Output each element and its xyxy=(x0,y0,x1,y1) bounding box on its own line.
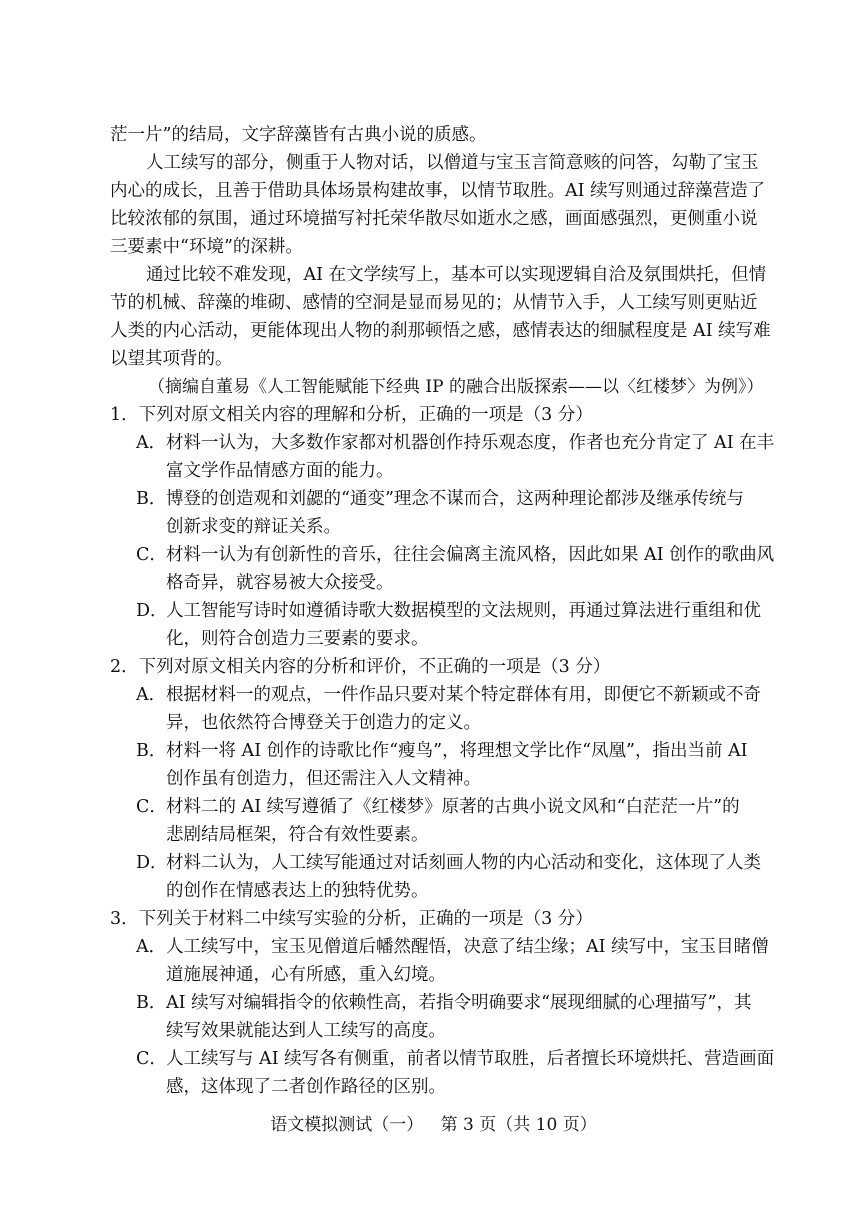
option-text: 材料一认为有创新性的音乐，往往会偏离主流风格，因此如果 AI 创作的歌曲风 xyxy=(166,545,775,565)
option-text-cont: 富文学作品情感方面的能力。 xyxy=(166,461,394,481)
option-text-cont: 创新求变的辩证关系。 xyxy=(166,517,341,537)
option-b[interactable] xyxy=(136,488,744,510)
exam-title: 语文模拟测试（一） xyxy=(270,1115,424,1135)
option-b[interactable] xyxy=(136,740,748,762)
option-text: AI 续写对编辑指令的依赖性高，若指令明确要求“展现细腻的心理描写”，其 xyxy=(166,993,752,1013)
option-letter: B． xyxy=(136,741,167,761)
option-text: 人工智能写诗时如遵循诗歌大数据模型的文法规则，再通过算法进行重组和优 xyxy=(166,601,761,621)
option-text: 材料二的 AI 续写遵循了《红楼梦》原著的古典小说文风和“白茫茫一片”的 xyxy=(166,797,740,817)
option-text-cont: 道施展神通，心有所感，重入幻境。 xyxy=(166,965,446,985)
passage-line: 节的机械、辞藻的堆砌、感情的空洞是显而易见的；从情节入手，人工续写则更贴近 xyxy=(110,293,758,313)
option-a[interactable] xyxy=(136,432,774,454)
option-letter: B． xyxy=(136,993,167,1013)
option-c[interactable] xyxy=(136,796,740,818)
option-text-cont: 悲剧结局框架，符合有效性要素。 xyxy=(166,825,429,845)
page-footer xyxy=(0,1114,867,1136)
question-stem: 3．下列关于材料二中续写实验的分析，正确的一项是（3 分） xyxy=(110,909,593,929)
option-c[interactable] xyxy=(136,544,774,566)
option-letter: C． xyxy=(136,1049,167,1069)
option-letter: D． xyxy=(136,853,168,873)
option-text-cont: 续写效果就能达到人工续写的高度。 xyxy=(166,1021,446,1041)
option-text: 材料一认为，大多数作家都对机器创作持乐观态度，作者也充分肯定了 AI 在丰 xyxy=(166,433,775,453)
option-letter: A． xyxy=(136,433,167,453)
option-d[interactable] xyxy=(136,852,761,874)
option-text: 博登的创造观和刘勰的“通变”理念不谋而合，这两种理论都涉及继承传统与 xyxy=(166,489,744,509)
option-text-cont: 感，这体现了二者创作路径的区别。 xyxy=(166,1077,446,1097)
option-c[interactable] xyxy=(136,1048,774,1070)
passage-line: 人工续写的部分，侧重于人物对话，以僧道与宝玉言简意赅的问答，勾勒了宝玉 xyxy=(146,153,759,173)
option-a[interactable] xyxy=(136,684,761,706)
option-text-cont: 化，则符合创造力三要素的要求。 xyxy=(166,629,429,649)
option-text: 材料一将 AI 创作的诗歌比作“瘦鸟”，将理想文学比作“凤凰”，指出当前 AI xyxy=(166,741,748,761)
passage-line: 三要素中“环境”的深耕。 xyxy=(110,237,303,257)
option-text: 人工续写与 AI 续写各有侧重，前者以情节取胜，后者擅长环境烘托、营造画面 xyxy=(166,1049,775,1069)
option-text-cont: 格奇异，就容易被大众接受。 xyxy=(166,573,394,593)
source-citation: （摘编自董易《人工智能赋能下经典 IP 的融合出版探索——以〈红楼梦〉为例》） xyxy=(148,377,764,397)
option-text: 人工续写中，宝玉见僧道后幡然醒悟，决意了结尘缘；AI 续写中，宝玉目睹僧 xyxy=(166,937,769,957)
page-number: 第 3 页（共 10 页） xyxy=(440,1115,597,1135)
question-stem: 2．下列对原文相关内容的分析和评价，不正确的一项是（3 分） xyxy=(110,657,611,677)
passage-line: 茫一片”的结局，文字辞藻皆有古典小说的质感。 xyxy=(110,125,487,145)
option-text-cont: 的创作在情感表达上的独特优势。 xyxy=(166,881,429,901)
option-b[interactable] xyxy=(136,992,752,1014)
option-letter: A． xyxy=(136,937,167,957)
option-letter: B． xyxy=(136,489,167,509)
passage-line: 比较浓郁的氛围，通过环境描写衬托荣华散尽如逝水之感，画面感强烈，更侧重小说 xyxy=(110,209,758,229)
option-d[interactable] xyxy=(136,600,761,622)
option-text-cont: 异，也依然符合博登关于创造力的定义。 xyxy=(166,713,481,733)
option-a[interactable] xyxy=(136,936,769,958)
option-letter: C． xyxy=(136,545,167,565)
passage-line: 内心的成长，且善于借助具体场景构建故事，以情节取胜。AI 续写则通过辞藻营造了 xyxy=(110,181,766,201)
option-letter: D． xyxy=(136,601,168,621)
passage-line: 人类的内心活动，更能体现出人物的刹那顿悟之感，感情表达的细腻程度是 AI 续写难 xyxy=(110,321,771,341)
passage-line: 以望其项背的。 xyxy=(110,349,233,369)
question-stem: 1．下列对原文相关内容的理解和分析，正确的一项是（3 分） xyxy=(110,405,593,425)
option-letter: C． xyxy=(136,797,167,817)
passage-line: 通过比较不难发现，AI 在文学续写上，基本可以实现逻辑自洽及氛围烘托，但情 xyxy=(146,265,767,285)
option-text: 材料二认为，人工续写能通过对话刻画人物的内心活动和变化，这体现了人类 xyxy=(166,853,761,873)
option-letter: A． xyxy=(136,685,167,705)
option-text: 根据材料一的观点，一件作品只要对某个特定群体有用，即便它不新颖或不奇 xyxy=(166,685,761,705)
option-text-cont: 创作虽有创造力，但还需注入人文精神。 xyxy=(166,769,481,789)
